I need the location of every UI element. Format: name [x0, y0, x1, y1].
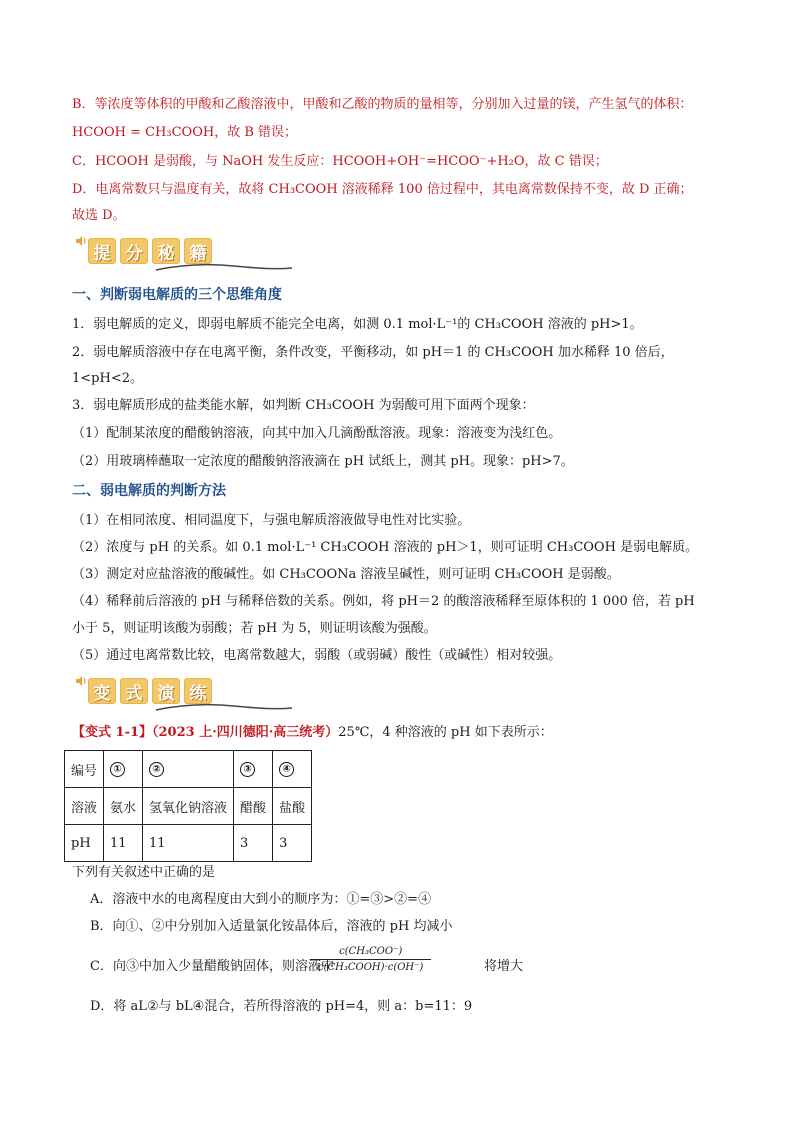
table-cell: 3: [273, 825, 312, 862]
answer-b-line2: HCOOH = CH₃COOH，故 B 错误；: [72, 125, 298, 140]
question-source: （2023 上·四川德阳·高三统考）: [152, 725, 339, 740]
banner-char: 籍: [184, 238, 212, 264]
option-c-fraction: [310, 946, 431, 973]
section1-p2a: 2．弱电解质溶液中存在电离平衡，条件改变，平衡移动，如 pH＝1 的 CH₃COOH 加水稀释 10 倍后，: [72, 345, 674, 360]
banner-char: 提: [88, 238, 116, 264]
table-cell: ②: [143, 751, 234, 788]
table-row: [65, 825, 312, 862]
section2-p1: （1）在相同浓度、相同温度下，与强电解质溶液做导电性对比实验。: [72, 513, 471, 528]
answer-conclusion: 故选 D。: [72, 208, 126, 223]
section1-title: 一、判断弱电解质的三个思维角度: [72, 287, 282, 303]
option-a[interactable]: A．溶液中水的电离程度由大到小的顺序为：①=③>②=④: [90, 892, 432, 907]
question-tag: 【变式 1-1】: [72, 725, 153, 740]
speaker-icon: [74, 674, 88, 688]
section2-title: 二、弱电解质的判断方法: [72, 483, 226, 499]
section2-p4a: （4）稀释前后溶液的 pH 与稀释倍数的关系。例如，将 pH＝2 的酸溶液稀释至原体积的 1 000 倍，若 pH: [72, 594, 695, 609]
option-d[interactable]: D．将 aL②与 bL④混合，若所得溶液的 pH=4，则 a：b=11：9: [90, 999, 473, 1014]
speaker-icon: [74, 234, 88, 248]
table-cell: ③: [234, 751, 273, 788]
section2-p2: （2）浓度与 pH 的关系。如 0.1 mol·L⁻¹ CH₃COOH 溶液的 pH＞1，则可证明 CH₃COOH 是弱电解质。: [72, 540, 699, 555]
fraction-numerator: c(CH₃COO⁻): [339, 946, 403, 957]
section2-p5: （5）通过电离常数比较，电离常数越大，弱酸（或弱碱）酸性（或碱性）相对较强。: [72, 648, 562, 663]
table-cell: 盐酸: [273, 788, 312, 825]
banner-char: 分: [120, 238, 148, 264]
table-cell: ①: [104, 751, 143, 788]
table-row: [65, 751, 312, 788]
table-cell: 11: [104, 825, 143, 862]
question-prompt: 下列有关叙述中正确的是: [72, 865, 216, 880]
question-stem: 25℃，4 种溶液的 pH 如下表所示：: [338, 725, 553, 740]
banner-char: 演: [152, 678, 180, 704]
answer-b-line1: B．等浓度等体积的甲酸和乙酸溶液中，甲酸和乙酸的物质的量相等，分别加入过量的镁，产生氢气的体积：: [72, 97, 693, 112]
table-cell: ④: [273, 751, 312, 788]
table-cell: 11: [143, 825, 234, 862]
option-b[interactable]: B．向①、②中分别加入适量氯化铵晶体后，溶液的 pH 均减小: [90, 919, 453, 934]
question-header: [72, 724, 553, 742]
section1-p2b: 1<pH<2。: [72, 371, 143, 386]
option-c-suffix: 将增大: [484, 959, 524, 974]
ph-table: [64, 750, 312, 862]
section1-p3-2: （2）用玻璃棒蘸取一定浓度的醋酸钠溶液滴在 pH 试纸上，测其 pH。现象：pH>7。: [72, 454, 574, 469]
banner-char: 变: [88, 678, 116, 704]
section1-p3-1: （1）配制某浓度的醋酸钠溶液，向其中加入几滴酚酞溶液。现象：溶液变为浅红色。: [72, 426, 562, 441]
answer-c: C．HCOOH 是弱酸，与 NaOH 发生反应：HCOOH+OH⁻=HCOO⁻+H₂O，故 C 错误；: [72, 154, 608, 169]
answer-d: D．电离常数只与温度有关，故将 CH₃COOH 溶液稀释 100 倍过程中，其电离常数保持不变，故 D 正确；: [72, 182, 693, 197]
table-cell: 氢氧化钠溶液: [143, 788, 234, 825]
section2-p3: （3）测定对应盐溶液的酸碱性。如 CH₃COONa 溶液呈碱性，则可证明 CH₃COOH 是弱酸。: [72, 567, 620, 582]
table-cell: 编号: [65, 751, 104, 788]
section1-p1: 1．弱电解质的定义，即弱电解质不能完全电离，如测 0.1 mol·L⁻¹的 CH₃COOH 溶液的 pH>1。: [72, 317, 643, 332]
option-c-prefix[interactable]: C．向③中加入少量醋酸钠固体，则溶液中: [90, 959, 334, 974]
section2-p4b: 小于 5，则证明该酸为弱酸；若 pH 为 5，则证明该酸为强酸。: [72, 621, 437, 636]
table-cell: 溶液: [65, 788, 104, 825]
table-cell: 3: [234, 825, 273, 862]
swoosh-decoration: [154, 702, 294, 712]
swoosh-decoration: [154, 262, 294, 272]
table-cell: 氨水: [104, 788, 143, 825]
banner-char: 秘: [152, 238, 180, 264]
section1-p3: 3．弱电解质形成的盐类能水解，如判断 CH₃COOH 为弱酸可用下面两个现象：: [72, 398, 535, 413]
fraction-denominator: c(CH₃COOH)·c(OH⁻): [318, 962, 424, 973]
banner-char: 式: [120, 678, 148, 704]
table-cell: 醋酸: [234, 788, 273, 825]
table-cell: pH: [65, 825, 104, 862]
banner-char: 练: [184, 678, 212, 704]
table-row: [65, 788, 312, 825]
